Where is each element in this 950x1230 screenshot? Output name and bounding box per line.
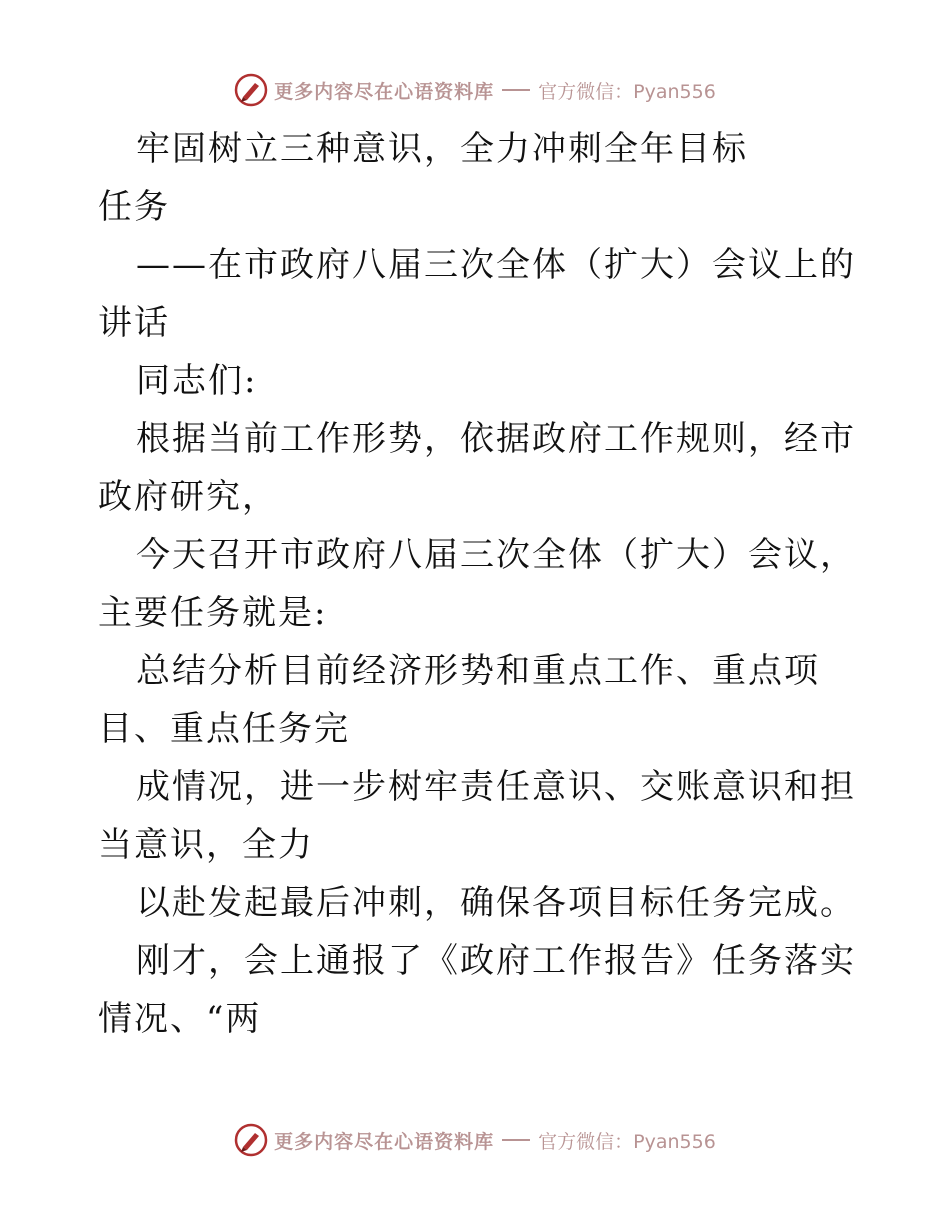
paragraph: 以赴发起最后冲刺，确保各项目标任务完成。 [136, 883, 856, 923]
watermark-wechat-text: 官方微信：Pyan556 [538, 80, 716, 103]
pen-seal-icon [234, 1123, 268, 1157]
watermark-main-text: 更多内容尽在心语资料库 [274, 80, 495, 103]
watermark-divider [502, 89, 530, 91]
header-watermark [0, 70, 950, 110]
watermark-wechat-text: 官方微信：Pyan556 [538, 1130, 716, 1153]
salutation: 同志们: [136, 361, 258, 401]
paragraph: 成情况，进一步树牢责任意识、交账意识和担当意识，全力 [98, 767, 856, 865]
paragraph: 根据当前工作形势，依据政府工作规则，经市政府研究， [98, 419, 856, 517]
footer-watermark [0, 1120, 950, 1160]
watermark-main-text: 更多内容尽在心语资料库 [274, 1130, 495, 1153]
document-subtitle: ——在市政府八届三次全体（扩大）会议上的讲话 [98, 245, 856, 343]
pen-seal-icon [234, 73, 268, 107]
watermark-divider [502, 1139, 530, 1141]
document-body [98, 120, 858, 1048]
document-title: 牢固树立三种意识，全力冲刺全年目标任务 [98, 129, 748, 227]
paragraph: 刚才，会上通报了《政府工作报告》任务落实情况、“两 [98, 941, 856, 1039]
paragraph: 今天召开市政府八届三次全体（扩大）会议，主要任务就是: [98, 535, 856, 633]
paragraph: 总结分析目前经济形势和重点工作、重点项目、重点任务完 [98, 651, 820, 749]
